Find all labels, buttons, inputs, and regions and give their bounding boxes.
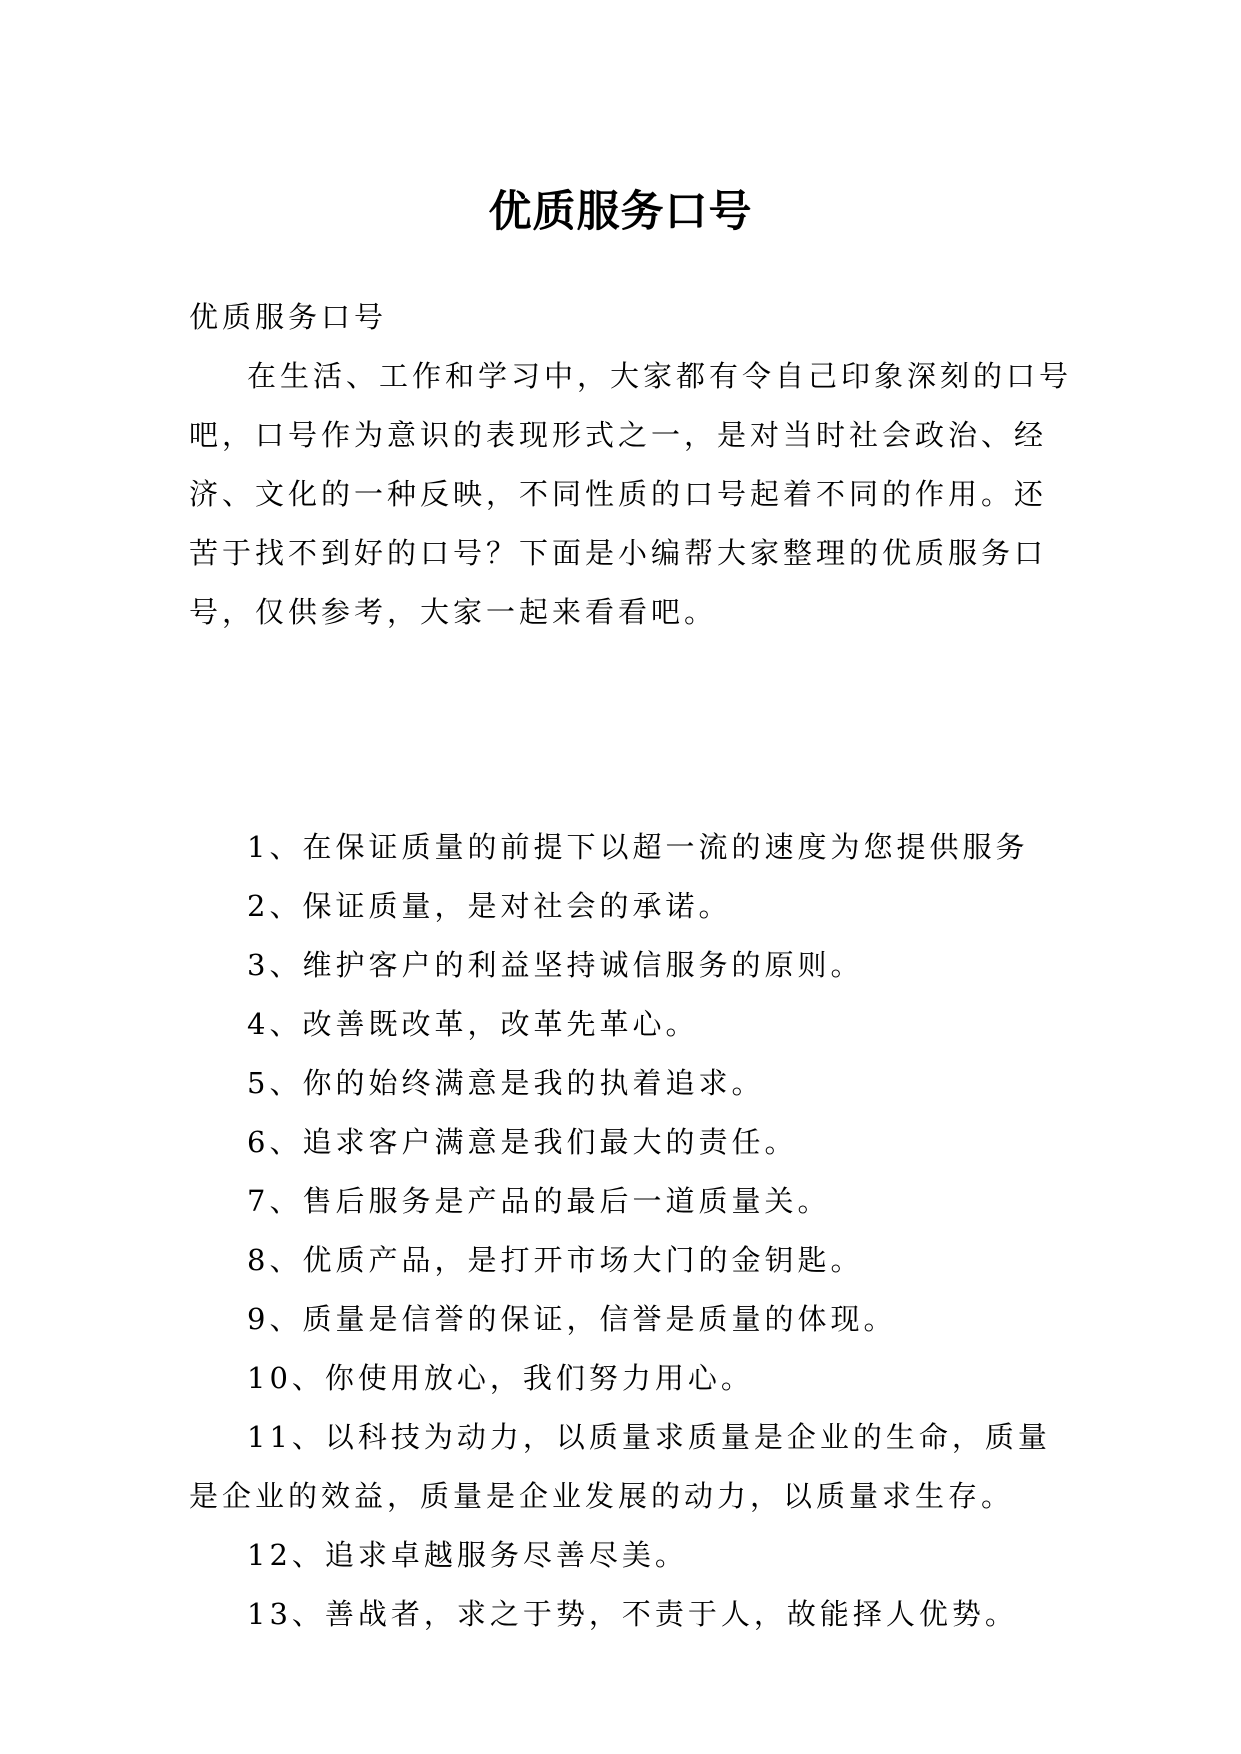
slogan-item: 3、维护客户的利益坚持诚信服务的原则。 [247, 948, 864, 982]
document-body [189, 288, 1079, 1644]
section-spacer [189, 642, 1079, 818]
slogan-item: 1、在保证质量的前提下以超一流的速度为您提供服务 [247, 830, 1029, 864]
slogan-item: 2、保证质量，是对社会的承诺。 [247, 889, 732, 923]
slogan-item: 7、售后服务是产品的最后一道质量关。 [247, 1184, 831, 1218]
slogan-item: 11、以科技为动力，以质量求质量是企业的生命，质量是企业的效益，质量是企业发展的动力，以质量求生存。 [189, 1420, 1051, 1513]
slogan-item: 12、追求卓越服务尽善尽美。 [247, 1538, 688, 1572]
slogan-item: 13、善战者，求之于势，不责于人，故能择人优势。 [247, 1597, 1018, 1631]
slogan-item: 9、质量是信誉的保证，信誉是质量的体现。 [247, 1302, 897, 1336]
slogan-item: 10、你使用放心，我们努力用心。 [247, 1361, 754, 1395]
intro-paragraph: 在生活、工作和学习中，大家都有令自己印象深刻的口号吧，口号作为意识的表现形式之一，是对当时社会政治、经济、文化的一种反映，不同性质的口号起着不同的作用。还苦于找不到好的口号？下面是小编帮大家整理的优质服务口号，仅供参考，大家一起来看看吧。 [189, 359, 1073, 629]
slogan-item: 4、改善既改革，改革先革心。 [247, 1007, 699, 1041]
slogan-item: 6、追求客户满意是我们最大的责任。 [247, 1125, 798, 1159]
document-subtitle: 优质服务口号 [189, 300, 388, 334]
slogan-item: 5、你的始终满意是我的执着追求。 [247, 1066, 765, 1100]
slogan-item: 8、优质产品，是打开市场大门的金钥匙。 [247, 1243, 864, 1277]
document-title: 优质服务口号 [488, 186, 753, 237]
